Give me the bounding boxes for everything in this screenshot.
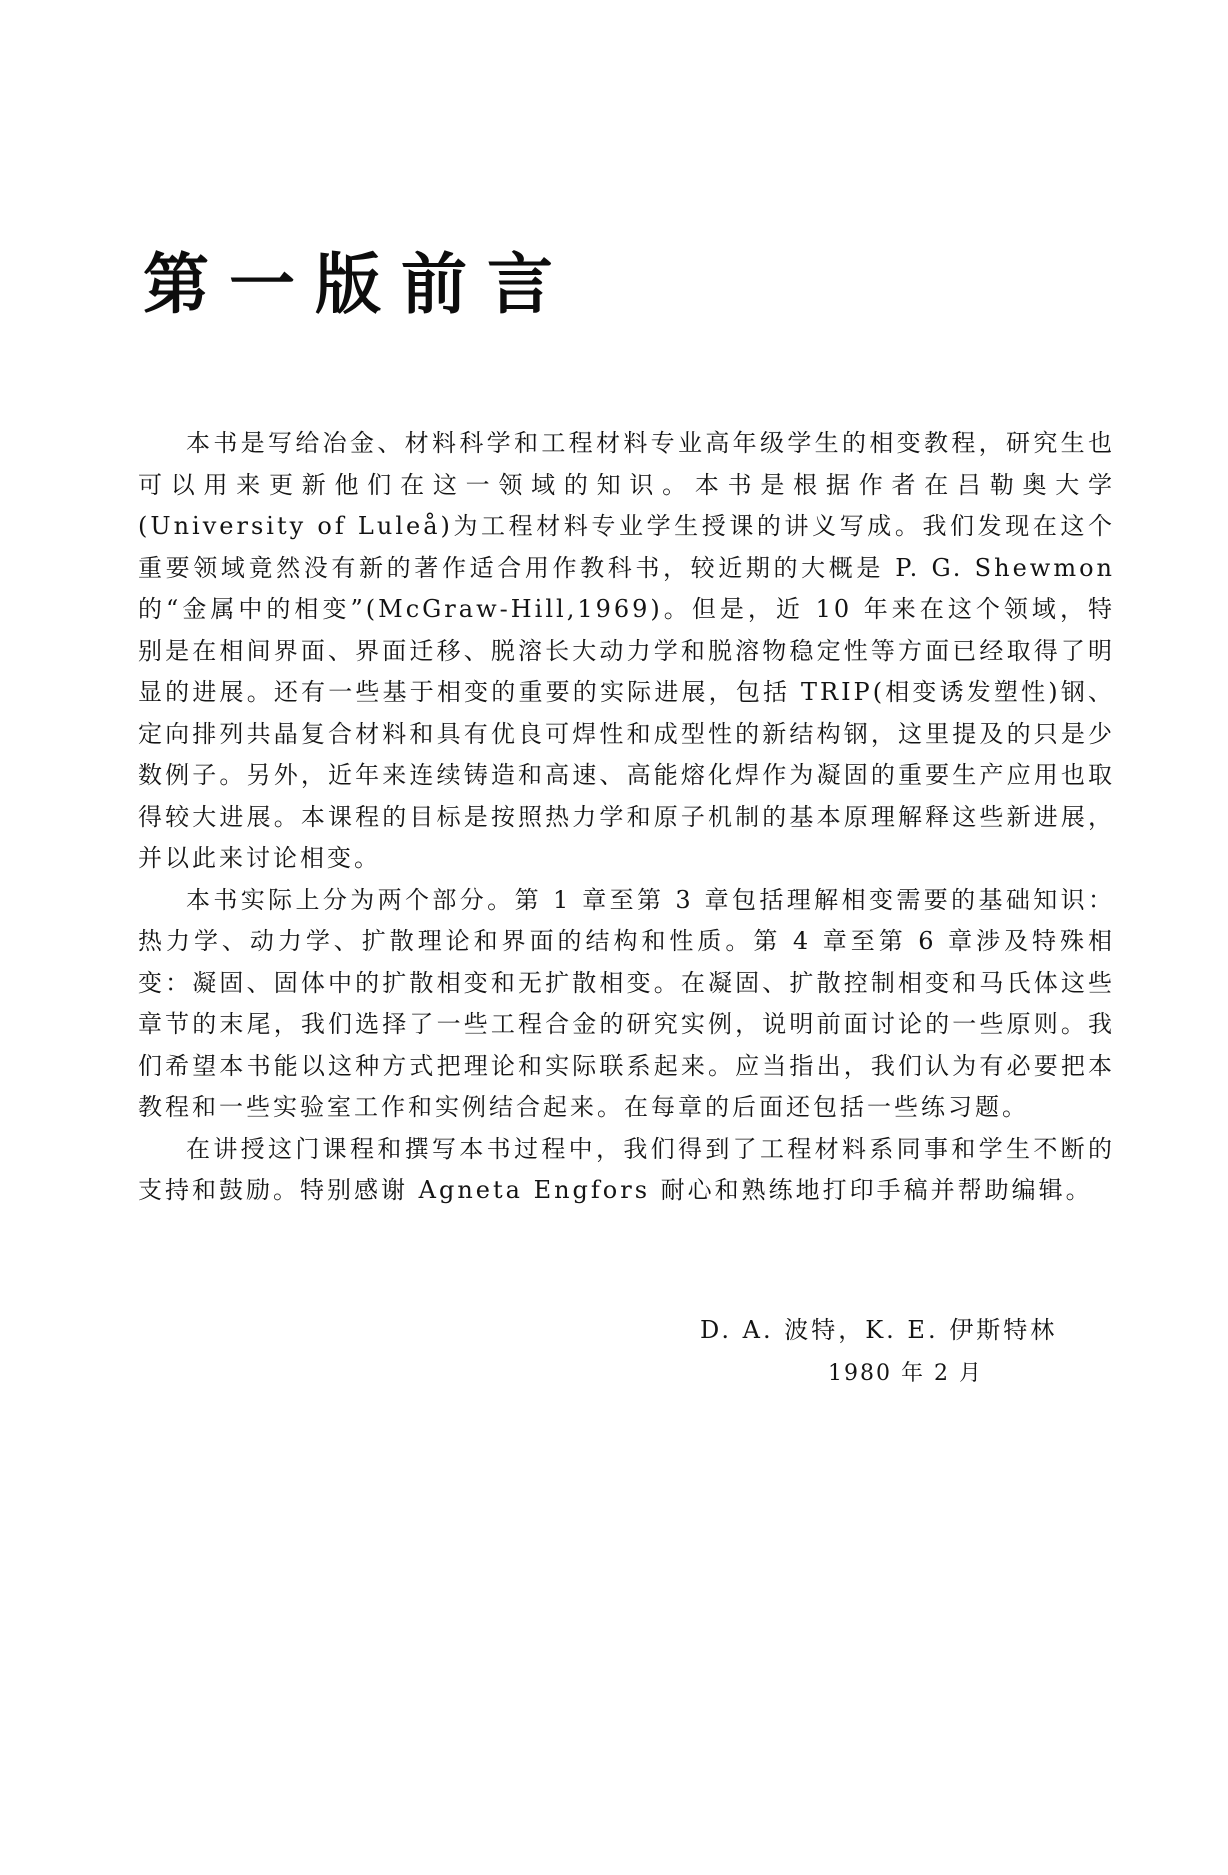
paragraph-3: 在讲授这门课程和撰写本书过程中，我们得到了工程材料系同事和学生不断的支持和鼓励。特别感谢 Agneta Engfors 耐心和熟练地打印手稿并帮助编辑。 (138, 1134, 1115, 1204)
preface-body (138, 423, 1115, 1212)
page-title: 第一版前言 (143, 246, 573, 323)
paragraph-1: 本书是写给冶金、材料科学和工程材料专业高年级学生的相变教程，研究生也可以用来更新他们在这一领域的知识。本书是根据作者在吕勒奥大学(University of Luleå)为工程材料专业学生授课的讲义写成。我们发现在这个重要领域竟然没有新的著作适合用作教科书，较近期的大概是 P. G. Shewmon 的“金属中的相变”(McGraw-Hill,1969)。但是，近 10 年来在这个领域，特别是在相间界面、界面迁移、脱溶长大动力学和脱溶物稳定性等方面已经取得了明显的进展。还有一些基于相变的重要的实际进展，包括 TRIP(相变诱发塑性)钢、定向排列共晶复合材料和具有优良可焊性和成型性的新结构钢，这里提及的只是少数例子。另外，近年来连续铸造和高速、高能熔化焊作为凝固的重要生产应用也取得较大进展。本课程的目标是按照热力学和原子机制的基本原理解释这些新进展，并以此来讨论相变。 (138, 429, 1115, 872)
author-signature: D. A. 波特，K. E. 伊斯特林 (700, 1316, 1058, 1344)
paragraph-2: 本书实际上分为两个部分。第 1 章至第 3 章包括理解相变需要的基础知识：热力学、动力学、扩散理论和界面的结构和性质。第 4 章至第 6 章涉及特殊相变：凝固、固体中的扩散相变和无扩散相变。在凝固、扩散控制相变和马氏体这些章节的末尾，我们选择了一些工程合金的研究实例，说明前面讨论的一些原则。我们希望本书能以这种方式把理论和实际联系起来。应当指出，我们认为有必要把本教程和一些实验室工作和实例结合起来。在每章的后面还包括一些练习题。 (138, 885, 1115, 1121)
date-line: 1980 年 2 月 (828, 1361, 983, 1386)
